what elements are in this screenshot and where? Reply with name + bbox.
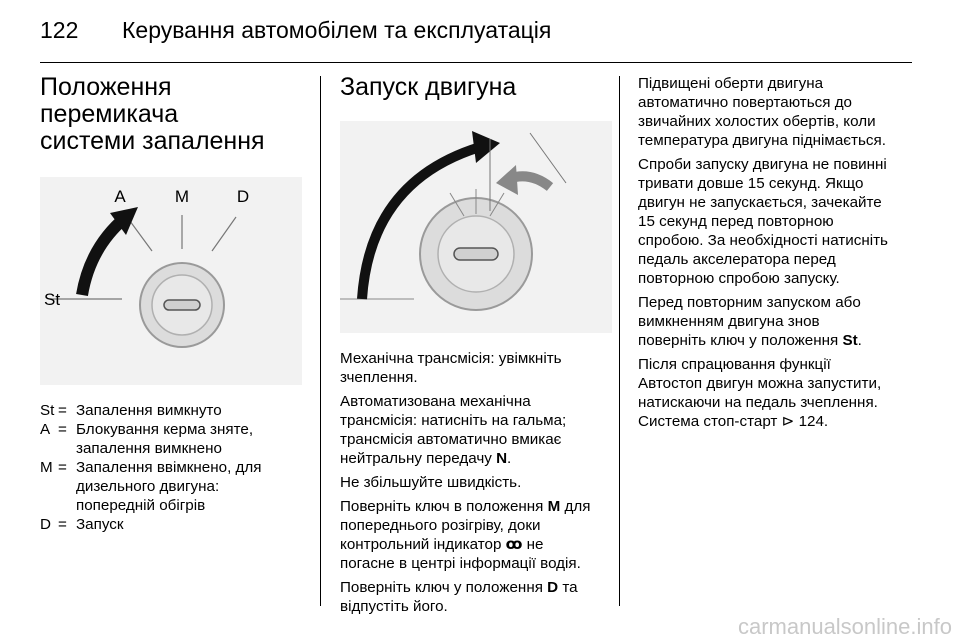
label-a: A [114, 187, 126, 206]
paragraph-position-m: Поверніть ключ в положення M для попереднього розігріву, доки контрольний індикатор ꝏ не погасне в центрі інформації водія. [340, 498, 591, 572]
engine-start-text [340, 349, 612, 616]
paragraph-transmission: Механічна трансмісія: увімкніть зчеплення. [340, 350, 562, 386]
turn-arrow-icon [82, 217, 126, 295]
definition-equals: = [58, 402, 67, 419]
definition-key: St [40, 402, 55, 419]
label-m: M [174, 187, 190, 206]
column-engine-start-continued [638, 74, 914, 436]
key-slot-icon [454, 248, 498, 260]
definition-value: Запуск [76, 516, 124, 533]
paragraph-position-d: Поверніть ключ у положення D та відпустіть його. [340, 579, 578, 615]
definition-key: A [40, 421, 51, 438]
page-reference-link[interactable]: ⊳ [781, 413, 795, 430]
paragraph-automated-transmission: Автоматизована механічна трансмісія: натисніть на гальма; трансмісія автоматично вмикає нейтральну передачу N. [340, 393, 567, 467]
page-header [40, 10, 920, 50]
definition-equals: = [58, 421, 67, 438]
paragraph-restart: Перед повторним запуском або вимкненням двигуна знов поверніть ключ у положення St. [638, 294, 862, 349]
column-engine-start [340, 74, 612, 621]
definition-row [40, 401, 310, 420]
definition-row [40, 420, 310, 458]
engine-start-figure [340, 121, 612, 333]
definition-key: M [40, 459, 53, 476]
column-ignition-positions [40, 74, 310, 534]
header-rule [40, 62, 912, 63]
definition-row [40, 515, 310, 534]
definition-value: Блокування керма зняте, запалення вимкнено [76, 421, 254, 457]
paragraph-no-throttle: Не збільшуйте швидкість. [340, 474, 522, 491]
paragraph-start-attempts: Спроби запуску двигуна не повинні тривати довше 15 секунд. Якщо двигун не запускається, зачекайте 15 секунд перед повторною спробою. За необхідності натисніть педаль акселератора перед повторною спробою запуску. [638, 156, 888, 287]
section-heading-ignition: Положення перемикача системи запалення [40, 73, 265, 155]
label-st: St [44, 290, 61, 309]
definition-row [40, 458, 310, 515]
glow-plug-indicator-icon: ꝏ [505, 536, 523, 553]
definition-equals: = [58, 459, 67, 476]
paragraph-autostop: Після спрацювання функції Автостоп двигун можна запустити, натискаючи на педаль зчеплення. Система стоп-старт ⊳ 124. [638, 356, 882, 430]
definition-equals: = [58, 516, 67, 533]
column-divider-1 [320, 76, 321, 606]
ignition-switch-figure [40, 177, 302, 385]
definition-value: Запалення ввімкнено, для дизельного двигуна: попередній обігрів [76, 459, 262, 514]
definition-key: D [40, 516, 51, 533]
label-d: D [236, 187, 250, 206]
definition-value: Запалення вимкнуто [76, 402, 222, 419]
key-slot-icon [164, 300, 200, 310]
page-number: 122 [40, 17, 79, 43]
paragraph-idle-speed: Підвищені оберти двигуна автоматично повертаються до звичайних холостих обертів, коли температура двигуна піднімається. [638, 75, 886, 149]
watermark: carmanualsonline.info [737, 614, 952, 639]
column-divider-2 [619, 76, 620, 606]
position-definitions [40, 401, 310, 534]
page-title: Керування автомобілем та експлуатація [122, 17, 552, 43]
section-heading-engine-start: Запуск двигуна [340, 73, 517, 101]
